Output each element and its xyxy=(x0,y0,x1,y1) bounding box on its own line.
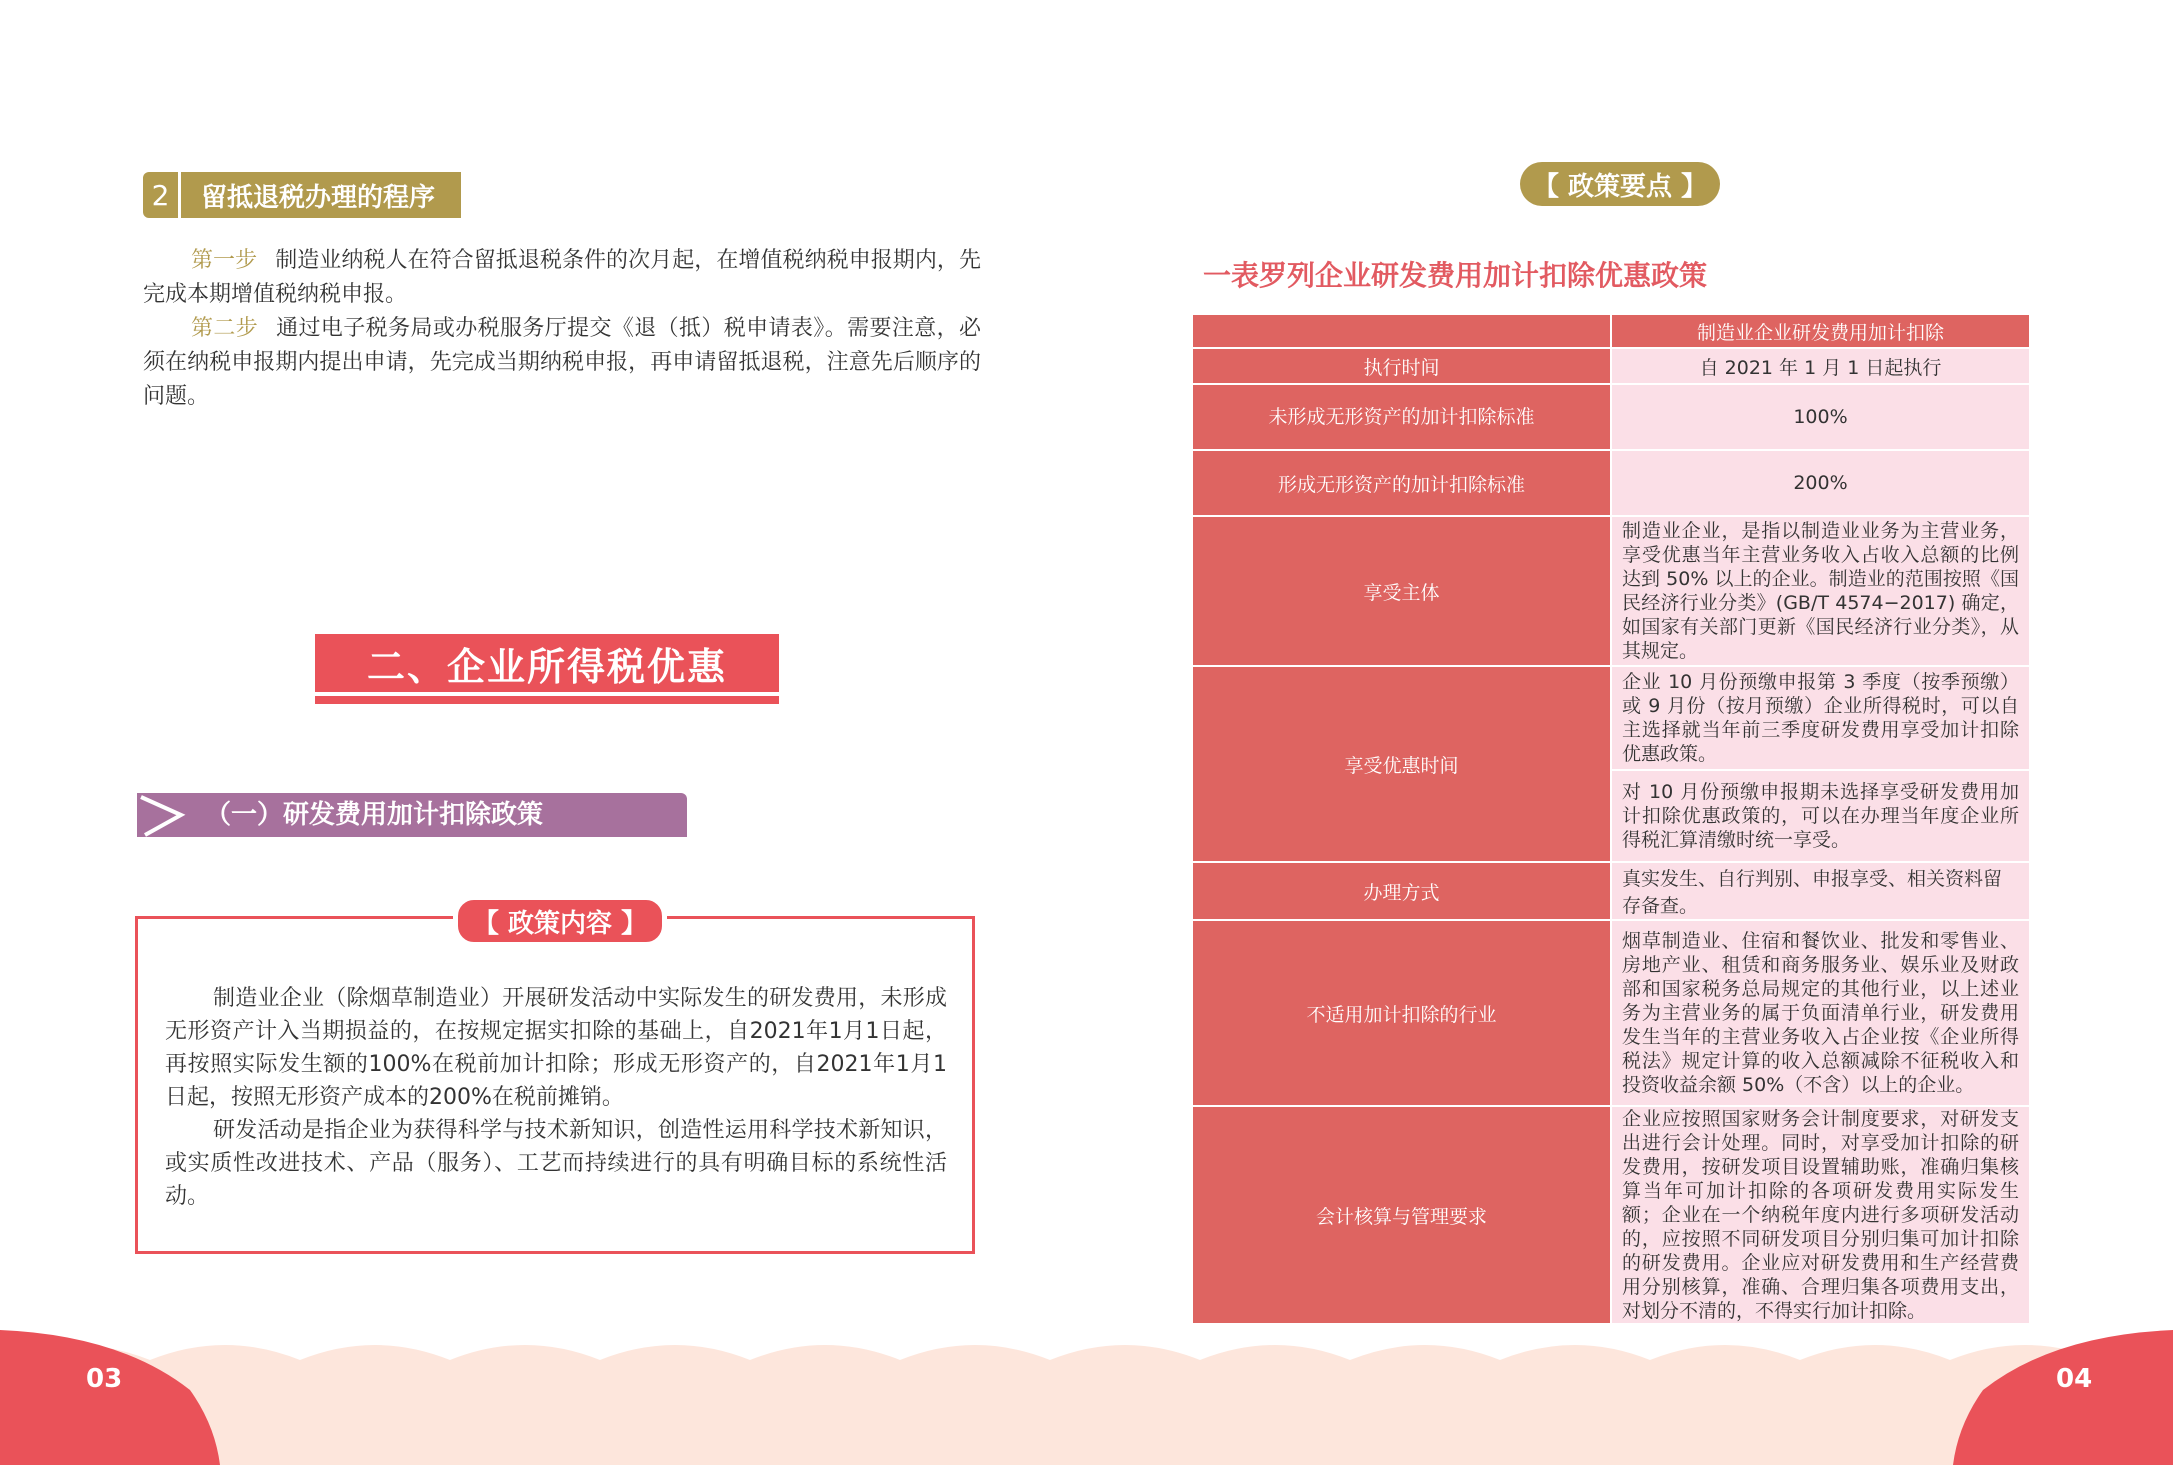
procedure-text xyxy=(143,244,981,414)
chevron-arrow-icon xyxy=(137,793,187,837)
row-value: 真实发生、自行判别、申报享受、相关资料留存备查。 xyxy=(1611,862,2030,920)
policy-paragraph-1: 制造业企业（除烟草制造业）开展研发活动中实际发生的研发费用，未形成无形资产计入当期损益的，在按规定据实扣除的基础上，自2021年1月1日起，再按照实际发生额的100%在税前加计扣除；形成无形资产的，自2021年1月1日起，按照无形资产成本的200%在税前摊销。 xyxy=(165,986,947,1110)
row-value: 对 10 月份预缴申报期未选择享受研发费用加计扣除优惠政策的，可以在办理当年度企业所得税汇算清缴时统一享受。 xyxy=(1611,770,2030,862)
row-label: 不适用加计扣除的行业 xyxy=(1192,920,1611,1106)
table-title: 一表罗列企业研发费用加计扣除优惠政策 xyxy=(1203,259,1708,292)
row-label: 享受优惠时间 xyxy=(1192,666,1611,862)
table-row xyxy=(1192,384,2030,450)
row-value: 烟草制造业、住宿和餐饮业、批发和零售业、房地产业、租赁和商务服务业、娱乐业及财政部和国家税务总局规定的其他行业，以上述业务为主营业务的属于负面清单行业，研发费用发生当年的主营业务收入占企业按《企业所得税法》规定计算的收入总额减除不征税收入和投资收益余额 50%（不含）以上的企业。 xyxy=(1611,920,2030,1106)
row-label: 办理方式 xyxy=(1192,862,1611,920)
policy-content-text xyxy=(165,982,947,1213)
row-value: 100% xyxy=(1611,384,2030,450)
step2-label: 第二步 xyxy=(191,316,259,341)
row-label: 会计核算与管理要求 xyxy=(1192,1106,1611,1324)
row-value: 自 2021 年 1 月 1 日起执行 xyxy=(1611,348,2030,384)
step1-paragraph xyxy=(143,244,981,312)
footer-decoration xyxy=(0,1330,2173,1465)
step1-label: 第一步 xyxy=(191,248,258,273)
row-value: 企业应按照国家财务会计制度要求，对研发支出进行会计处理。同时，对享受加计扣除的研发费用，按研发项目设置辅助账，准确归集核算当年可加计扣除的各项研发费用实际发生额；企业在一个纳税年度内进行多项研发活动的，应按照不同研发项目分别归集可加计扣除的研发费用。企业应对研发费用和生产经营费用分别核算，准确、合理归集各项费用支出，对划分不清的，不得实行加计扣除。 xyxy=(1611,1106,2030,1324)
step1-text: 制造业纳税人在符合留抵退税条件的次月起，在增值税纳税申报期内，先完成本期增值税纳税申报。 xyxy=(143,248,981,307)
policy-table xyxy=(1191,313,2031,1325)
step-heading xyxy=(143,172,461,218)
policy-content-tag: 【 政策内容 】 xyxy=(453,895,667,947)
table-row xyxy=(1192,920,2030,1106)
row-label: 未形成无形资产的加计扣除标准 xyxy=(1192,384,1611,450)
table-row xyxy=(1192,450,2030,516)
subsection-title: （一）研发费用加计扣除政策 xyxy=(205,800,544,830)
row-value: 制造业企业，是指以制造业业务为主营业务，享受优惠当年主营业务收入占收入总额的比例达到 50% 以上的企业。制造业的范围按照《国民经济行业分类》(GB/T 4574−2017) 确定，如国家有关部门更新《国民经济行业分类》，从其规定。 xyxy=(1611,516,2030,666)
table-row xyxy=(1192,516,2030,666)
page-number-left: 03 xyxy=(86,1364,123,1394)
step2-text: 通过电子税务局或办税服务厅提交《退（抵）税申请表》。需要注意，必须在纳税申报期内提出申请，先完成当期纳税申报，再申请留抵退税，注意先后顺序的问题。 xyxy=(143,316,981,409)
policy-paragraph-2: 研发活动是指企业为获得科学与技术新知识，创造性运用科学技术新知识，或实质性改进技术、产品（服务）、工艺而持续进行的具有明确目标的系统性活动。 xyxy=(165,1118,947,1209)
table-row xyxy=(1192,666,2030,770)
row-value: 200% xyxy=(1611,450,2030,516)
row-label: 享受主体 xyxy=(1192,516,1611,666)
row-value: 企业 10 月份预缴申报第 3 季度（按季预缴）或 9 月份（按月预缴）企业所得税时，可以自主选择就当年前三季度研发费用享受加计扣除优惠政策。 xyxy=(1611,666,2030,770)
table-row xyxy=(1192,314,2030,348)
step-number: 2 xyxy=(143,172,181,218)
step-title: 留抵退税办理的程序 xyxy=(181,172,461,218)
table-row xyxy=(1192,862,2030,920)
section-title: 二、企业所得税优惠 xyxy=(315,634,779,692)
policy-points-pill: 【 政策要点 】 xyxy=(1520,162,1720,206)
table-corner-cell xyxy=(1192,314,1611,348)
step2-paragraph xyxy=(143,312,981,414)
table-row xyxy=(1192,1106,2030,1324)
page-number-right: 04 xyxy=(2056,1364,2093,1394)
table-row xyxy=(1192,348,2030,384)
table-header: 制造业企业研发费用加计扣除 xyxy=(1611,314,2030,348)
row-label: 执行时间 xyxy=(1192,348,1611,384)
row-label: 形成无形资产的加计扣除标准 xyxy=(1192,450,1611,516)
section-title-underline xyxy=(315,696,779,704)
